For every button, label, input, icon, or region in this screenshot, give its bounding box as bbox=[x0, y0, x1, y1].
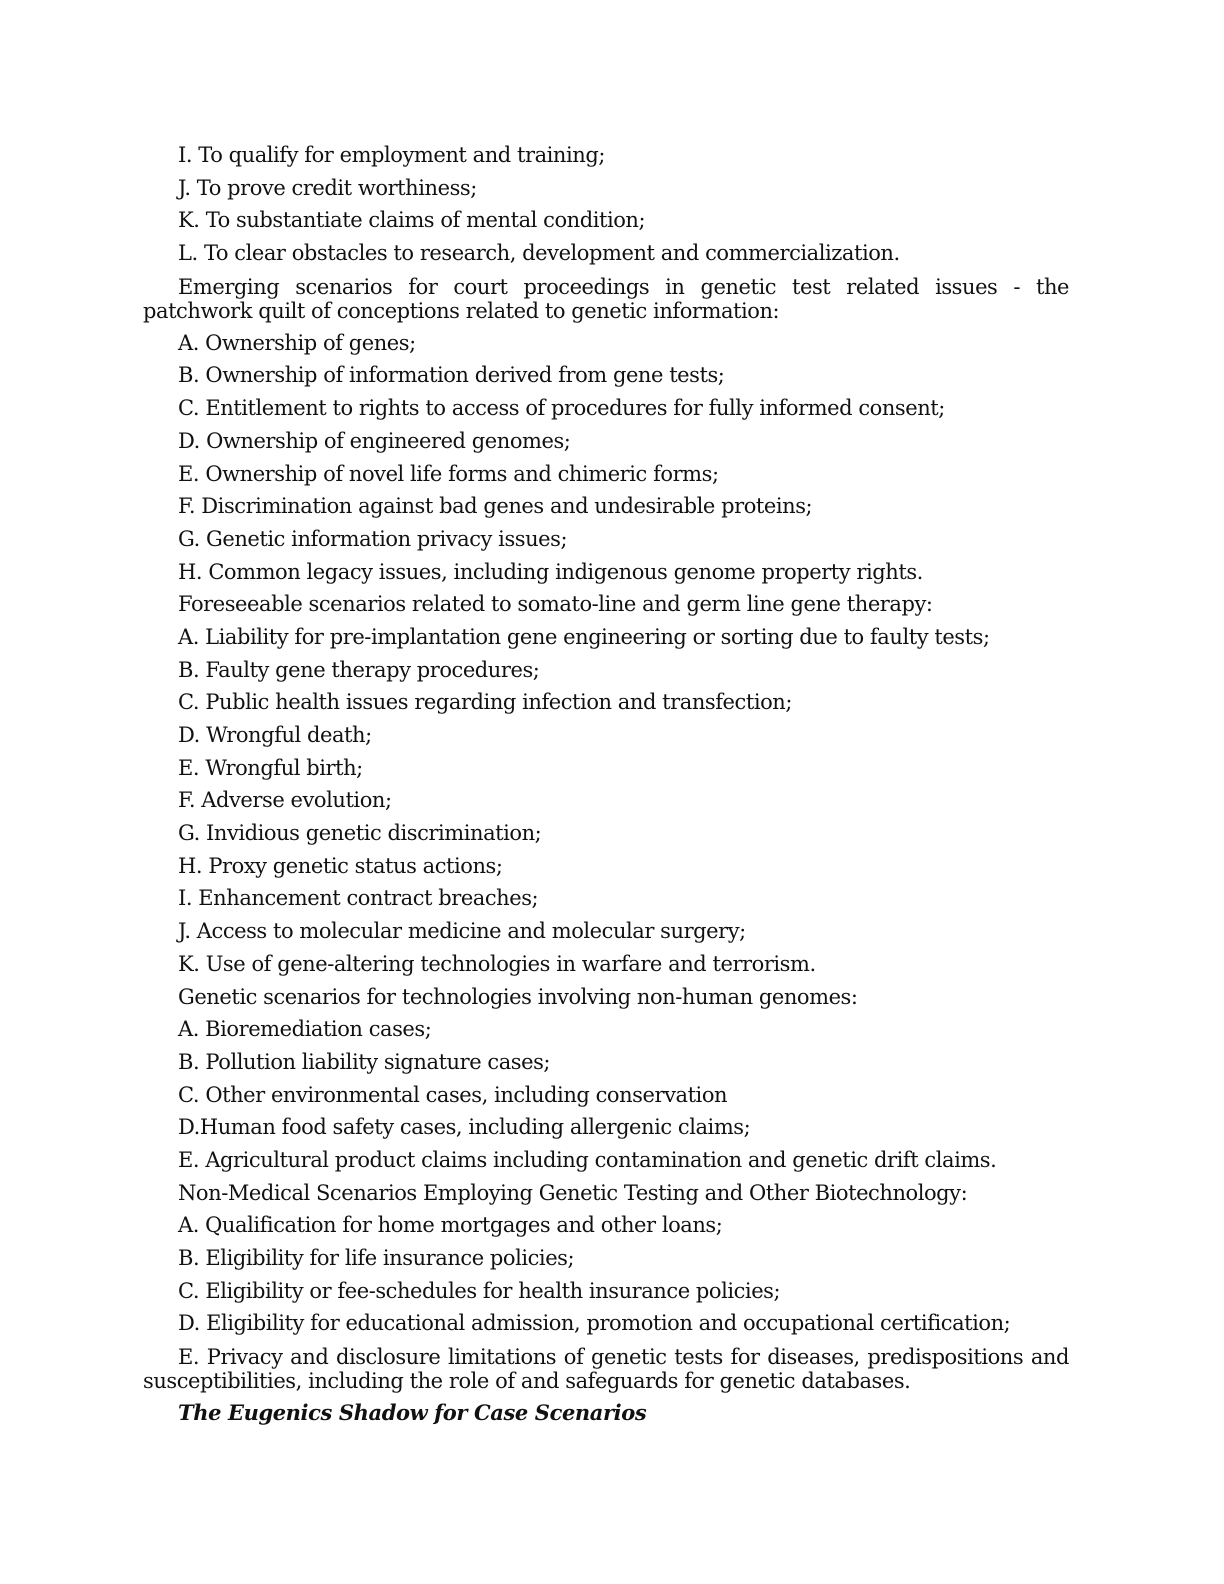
list-item: D.Human food safety cases, including allergenic claims; bbox=[178, 1115, 751, 1140]
list-item: D. Ownership of engineered genomes; bbox=[178, 428, 571, 453]
privacy-paragraph: E. Privacy and disclosure limitations of genetic tests for diseases, predispositions and susceptibilities, including the role of and safeguards for genetic databases. bbox=[143, 1345, 1069, 1394]
list-item: E. Ownership of novel life forms and chimeric forms; bbox=[178, 461, 719, 486]
section-intro: Genetic scenarios for technologies involving non-human genomes: bbox=[178, 984, 858, 1009]
list-item: F. Discrimination against bad genes and undesirable proteins; bbox=[178, 494, 813, 519]
list-item: D. Wrongful death; bbox=[178, 723, 372, 747]
section-intro: Foreseeable scenarios related to somato-line and germ line gene therapy: bbox=[178, 592, 933, 617]
list-item: K. Use of gene-altering technologies in warfare and terrorism. bbox=[178, 951, 816, 976]
list-item: F. Adverse evolution; bbox=[178, 788, 392, 813]
list-item: J. To prove credit worthiness; bbox=[178, 175, 477, 200]
section-heading: The Eugenics Shadow for Case Scenarios bbox=[178, 1400, 647, 1426]
list-item: B. Ownership of information derived from gene tests; bbox=[178, 363, 725, 388]
list-item: A. Bioremediation cases; bbox=[178, 1017, 432, 1042]
list-block-1 bbox=[143, 139, 1069, 270]
list-item: C. Entitlement to rights to access of procedures for fully informed consent; bbox=[178, 396, 945, 421]
list-item: A. Liability for pre-implantation gene engineering or sorting due to faulty tests; bbox=[178, 624, 990, 649]
section-intro: Non-Medical Scenarios Employing Genetic Testing and Other Biotechnology: bbox=[178, 1180, 968, 1205]
document-page bbox=[143, 139, 1069, 1430]
list-item: C. Eligibility or fee-schedules for health insurance policies; bbox=[178, 1278, 781, 1303]
list-item: K. To substantiate claims of mental condition; bbox=[178, 208, 646, 233]
list-item: I. To qualify for employment and training; bbox=[178, 143, 605, 167]
list-item: E. Wrongful birth; bbox=[178, 755, 363, 780]
list-item: C. Other environmental cases, including conservation bbox=[178, 1082, 728, 1107]
list-item: B. Eligibility for life insurance policies; bbox=[178, 1246, 575, 1270]
intro-paragraph: Emerging scenarios for court proceedings in genetic test related issues - the patchwork quilt of conceptions related to genetic information: bbox=[143, 274, 1069, 323]
list-item: B. Faulty gene therapy procedures; bbox=[178, 657, 540, 682]
list-item: L. To clear obstacles to research, development and commercialization. bbox=[178, 241, 900, 266]
list-item: H. Proxy genetic status actions; bbox=[178, 853, 503, 878]
list-item: H. Common legacy issues, including indigenous genome property rights. bbox=[178, 559, 923, 584]
list-item: D. Eligibility for educational admission, promotion and occupational certification; bbox=[178, 1311, 1011, 1336]
list-item: G. Invidious genetic discrimination; bbox=[178, 821, 542, 846]
list-item: I. Enhancement contract breaches; bbox=[178, 886, 539, 911]
list-item: G. Genetic information privacy issues; bbox=[178, 526, 568, 551]
list-item: B. Pollution liability signature cases; bbox=[178, 1049, 551, 1074]
list-item: C. Public health issues regarding infection and transfection; bbox=[178, 690, 792, 715]
list-block-2 bbox=[143, 327, 1069, 1340]
list-item: E. Agricultural product claims including contamination and genetic drift claims. bbox=[178, 1147, 997, 1172]
list-item: A. Qualification for home mortgages and other loans; bbox=[178, 1213, 723, 1238]
list-item: A. Ownership of genes; bbox=[178, 330, 416, 355]
list-item: J. Access to molecular medicine and molecular surgery; bbox=[178, 919, 746, 944]
